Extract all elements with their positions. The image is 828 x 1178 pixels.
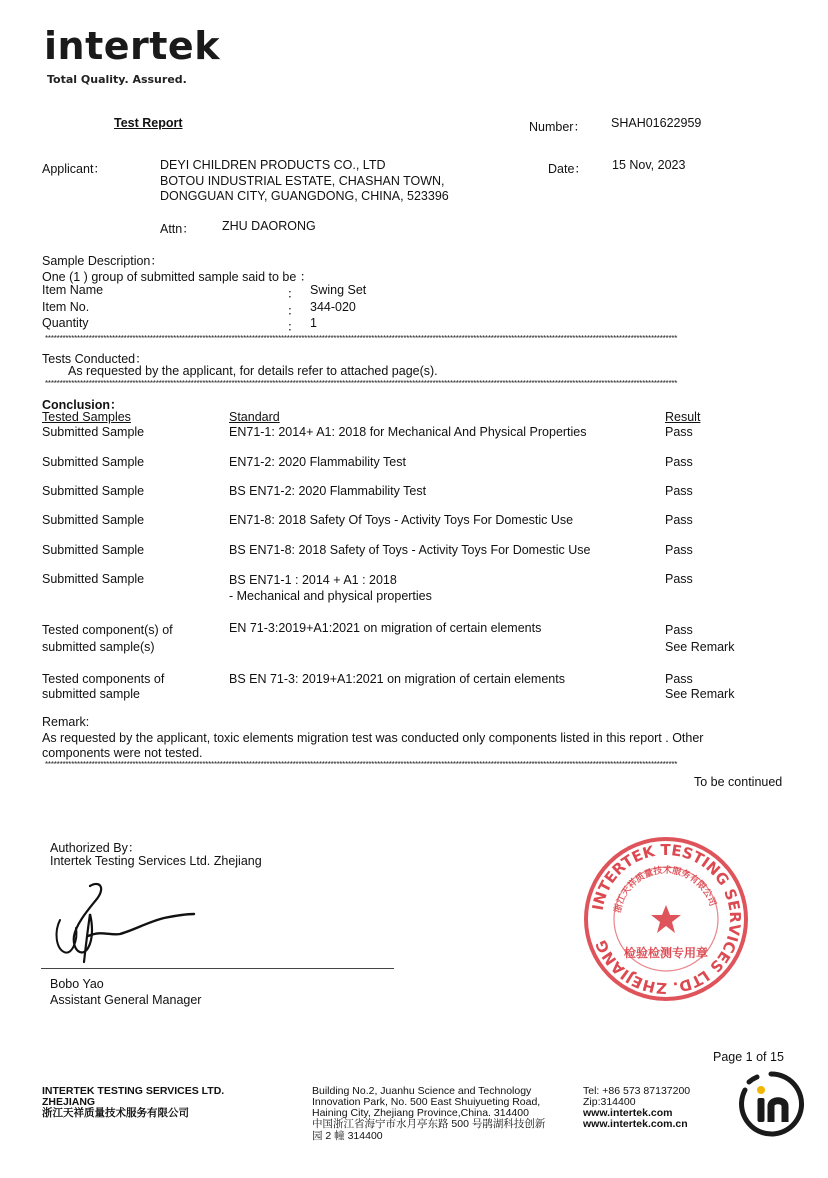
number-value: SHAH01622959 (611, 116, 702, 130)
footer-company: INTERTEK TESTING SERVICES LTD. (42, 1085, 225, 1097)
tests-text: As requested by the applicant, for details refer to attached page(s). (68, 364, 438, 378)
continued-note: To be continued (694, 775, 783, 789)
sample-heading: Sample Description： (42, 254, 163, 268)
row-result: Pass (665, 484, 693, 498)
row-sample: Submitted Sample (42, 425, 145, 439)
star-divider: ************************************************************************************************************************************************************************************************************************* (45, 335, 678, 343)
row-sample: Tested component(s) of (42, 623, 173, 637)
row-sample: Submitted Sample (42, 543, 145, 557)
svg-text:INTERTEK TESTING SERVICES LTD.: INTERTEK TESTING SERVICES LTD. ZHEJIANG (588, 840, 745, 998)
row-sample: Submitted Sample (42, 572, 145, 586)
footer-address: Innovation Park, No. 500 East Shuiyueting Road, (312, 1096, 541, 1108)
row-sample: Submitted Sample (42, 484, 145, 498)
attn-label: Attn： (160, 222, 195, 236)
row-standard: BS EN71-8: 2018 Safety of Toys - Activity Toys For Domestic Use (229, 543, 591, 557)
row-result: Pass (665, 572, 693, 586)
col-header-result: Result (665, 410, 701, 424)
col-header-samples: Tested Samples (42, 410, 131, 424)
row-standard: BS EN 71-3: 2019+A1:2021 on migration of certain elements (229, 672, 565, 686)
star-divider: ************************************************************************************************************************************************************************************************************************* (45, 761, 678, 769)
row-result: Pass (665, 513, 693, 527)
footer-website-cn[interactable]: www.intertek.com.cn (583, 1118, 688, 1130)
remark-heading: Remark: (42, 715, 90, 729)
applicant-line: BOTOU INDUSTRIAL ESTATE, CHASHAN TOWN, (160, 174, 445, 188)
row-sample: submitted sample(s) (42, 640, 155, 654)
field-sep: ： (287, 320, 300, 334)
row-standard: EN71-2: 2020 Flammability Test (229, 455, 406, 469)
row-result: Pass (665, 543, 693, 557)
company-seal (582, 835, 750, 1003)
field-value: Swing Set (310, 283, 367, 297)
field-value: 1 (310, 316, 317, 330)
field-value: 344-020 (310, 300, 356, 314)
intertek-in-logo-icon (735, 1068, 807, 1140)
applicant-line: DONGGUAN CITY, GUANGDONG, CHINA, 523396 (160, 189, 449, 203)
signer-name: Bobo Yao (50, 977, 104, 991)
sample-intro: One (1 ) group of submitted sample said to be ： (42, 270, 313, 284)
footer-address: 中国浙江省海宁市水月亭东路 500 号鹃湖科技创新 (312, 1118, 546, 1130)
row-result: Pass (665, 455, 693, 469)
row-result: Pass (665, 425, 693, 439)
svg-text:检验检测专用章: 检验检测专用章 (623, 946, 709, 960)
row-sample: Submitted Sample (42, 513, 145, 527)
footer-tel: Tel: +86 573 87137200 (583, 1085, 691, 1097)
intertek-logo: intertek (44, 24, 220, 68)
row-result: See Remark (665, 687, 735, 701)
signature-image (52, 878, 202, 968)
footer-website[interactable]: www.intertek.com (583, 1107, 673, 1119)
conclusion-heading: Conclusion： (42, 398, 123, 412)
number-label: Number： (529, 120, 586, 134)
date-label: Date： (548, 162, 587, 176)
star-divider: ************************************************************************************************************************************************************************************************************************* (45, 380, 678, 388)
signer-title: Assistant General Manager (50, 993, 202, 1007)
row-sample: Tested components of (42, 672, 165, 686)
row-sample: submitted sample (42, 687, 140, 701)
footer-company: ZHEJIANG (42, 1096, 96, 1108)
row-sample: Submitted Sample (42, 455, 145, 469)
applicant-line: DEYI CHILDREN PRODUCTS CO., LTD (160, 158, 386, 172)
attn-value: ZHU DAORONG (222, 219, 316, 233)
page-number: Page 1 of 15 (713, 1050, 784, 1064)
authorized-label: Authorized By： (50, 841, 141, 855)
field-label: Quantity (42, 316, 89, 330)
svg-text:浙江天祥质量技术服务有限公司: 浙江天祥质量技术服务有限公司 (613, 865, 718, 914)
footer-address: Haining City, Zhejiang Province,China. 314400 (312, 1107, 529, 1119)
col-header-standard: Standard (229, 410, 280, 424)
field-label: Item Name (42, 283, 104, 297)
field-sep: ： (287, 287, 300, 301)
row-standard: - Mechanical and physical properties (229, 589, 432, 603)
remark-text: As requested by the applicant, toxic elements migration test was conducted only components listed in this report . Other (42, 731, 704, 745)
logo-tagline: Total Quality. Assured. (47, 73, 187, 86)
signature-line (41, 968, 394, 969)
footer-zip: Zip:314400 (583, 1096, 636, 1108)
row-standard: EN 71-3:2019+A1:2021 on migration of certain elements (229, 621, 542, 635)
tests-heading: Tests Conducted： (42, 352, 148, 366)
footer-address: 园 2 幢 314400 (312, 1130, 383, 1142)
date-value: 15 Nov, 2023 (612, 158, 686, 172)
field-label: Item No. (42, 300, 90, 314)
row-standard: BS EN71-1 : 2014 + A1 : 2018 (229, 573, 397, 587)
authorized-company: Intertek Testing Services Ltd. Zhejiang (50, 854, 262, 868)
row-result: Pass (665, 672, 693, 686)
row-result: Pass (665, 623, 693, 637)
remark-text: components were not tested. (42, 746, 203, 760)
applicant-label: Applicant： (42, 162, 106, 176)
footer-company: 浙江天祥质量技术服务有限公司 (42, 1107, 189, 1119)
field-sep: ： (287, 304, 300, 318)
row-standard: EN71-1: 2014+ A1: 2018 for Mechanical And Physical Properties (229, 425, 587, 439)
row-standard: BS EN71-2: 2020 Flammability Test (229, 484, 427, 498)
row-result: See Remark (665, 640, 735, 654)
report-title: Test Report (114, 116, 183, 130)
footer-address: Building No.2, Juanhu Science and Technology (312, 1085, 532, 1097)
row-standard: EN71-8: 2018 Safety Of Toys - Activity Toys For Domestic Use (229, 513, 574, 527)
